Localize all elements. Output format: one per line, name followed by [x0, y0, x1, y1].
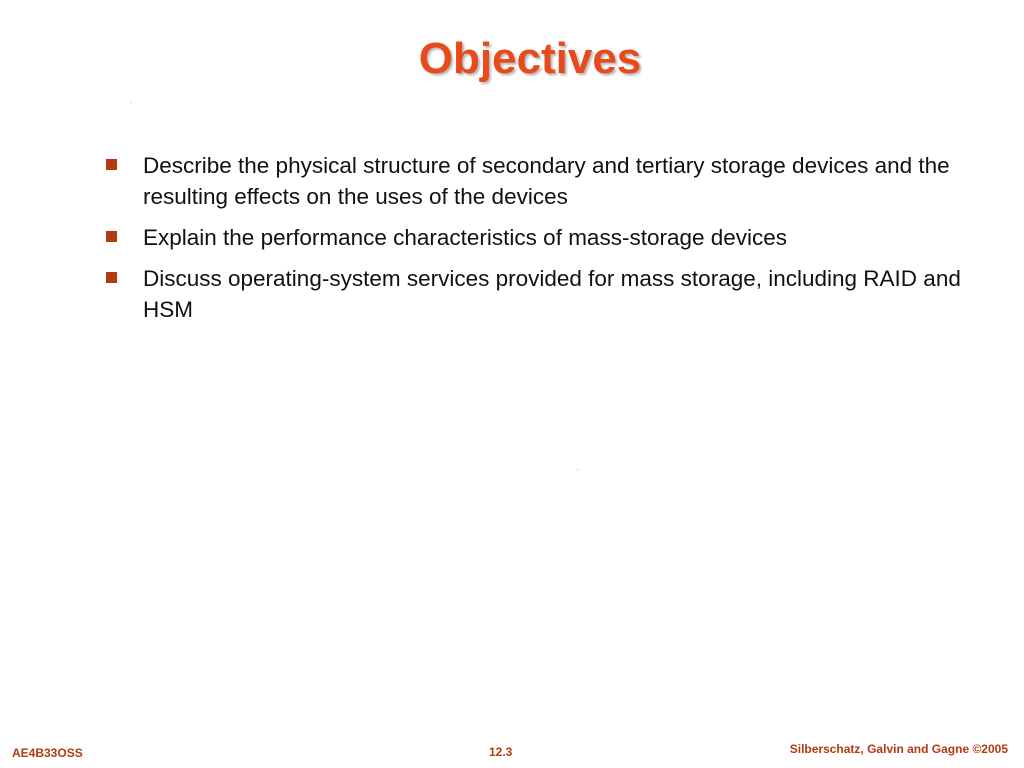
footer-copyright: Silberschatz, Galvin and Gagne ©2005 — [789, 742, 1008, 756]
artifact-dot — [577, 469, 579, 470]
square-bullet-icon — [106, 159, 117, 170]
slide-title: Objectives — [418, 34, 642, 83]
bullet-item — [100, 150, 980, 212]
footer-page-number: 12.3 — [489, 745, 513, 759]
bullet-text: Describe the physical structure of secondary and tertiary storage devices and the resulting effects on the uses of the devices — [143, 153, 950, 209]
bullet-text: Explain the performance characteristics of mass-storage devices — [143, 225, 788, 250]
bullet-text: Discuss operating-system services provided for mass storage, including RAID and HSM — [143, 266, 961, 322]
square-bullet-icon — [106, 231, 117, 242]
bullet-item — [100, 263, 980, 325]
square-bullet-icon — [106, 272, 117, 283]
bullet-list — [100, 150, 980, 335]
footer-course-code: AE4B33OSS — [12, 746, 83, 760]
bullet-item — [100, 222, 980, 253]
artifact-dot — [130, 102, 132, 103]
